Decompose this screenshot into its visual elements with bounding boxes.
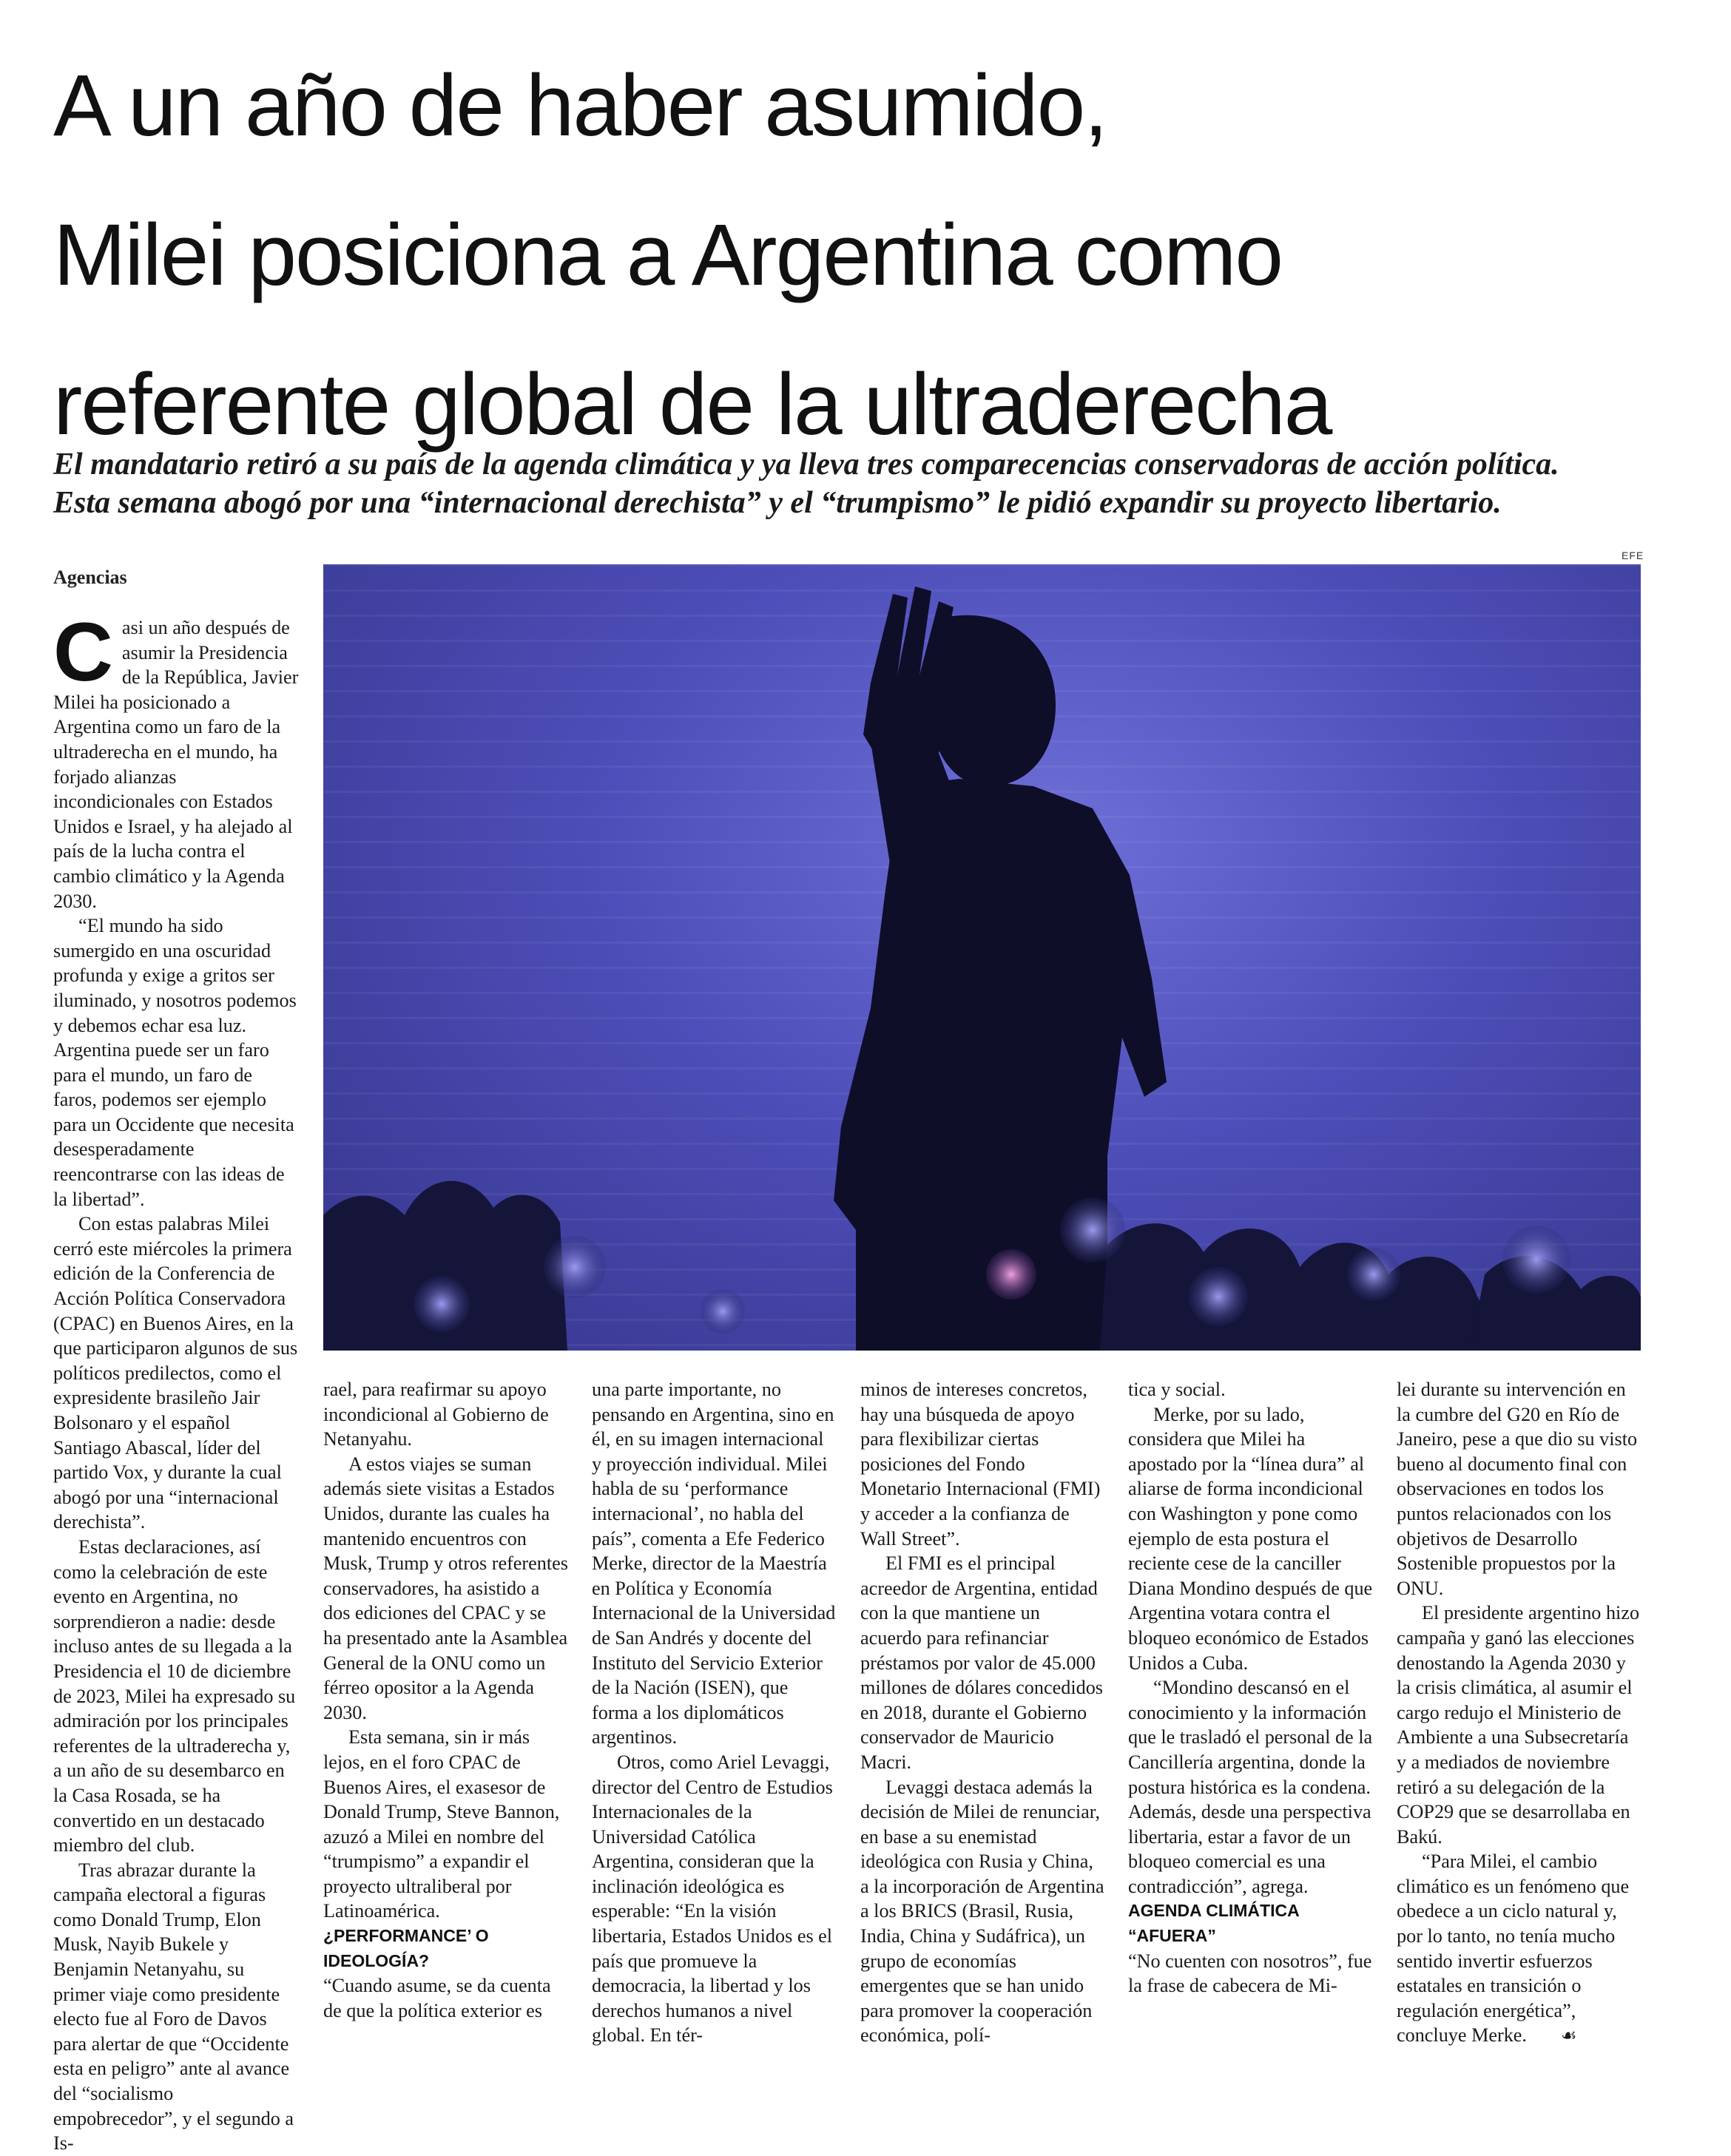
article-column-3 [592, 1377, 837, 2048]
crosshead: ¿PERFORMANCE’ O IDEOLOGÍA? [323, 1926, 489, 1970]
article-paragraph: El presidente argentino hizo campaña y ganó las elecciones denostando la Agenda 2030 y la crisis climática, al asumir el cargo redujo el Ministerio de Ambiente a una Subsecretaría y a mediados de noviembre retiró a su delegación de la COP29 que se desarrollaba en Bakú. [1397, 1602, 1640, 1848]
article-paragraph: “Cuando asume, se da cuenta de que la política exterior es [323, 1975, 551, 2021]
headline-line: A un año de haber asumido, [53, 57, 1107, 155]
article-paragraph: A estos viajes se suman además siete visitas a Estados Unidos, durante las cuales ha mantenido encuentros con Musk, Trump y otros referentes conservadores, ha asistido a dos ediciones del CPAC y se ha presentado ante la Asamblea General de la ONU como un férreo opositor a la Agenda 2030. [323, 1453, 568, 1723]
standfirst-line: Esta semana abogó por una “internacional derechista” y el “trumpismo” le pidió expandir su proyecto libertario. [53, 486, 1502, 520]
article-paragraph: Con estas palabras Milei cerró este miércoles la primera edición de la Conferencia de Acción Política Conservadora (CPAC) en Buenos Aires, en la que participaron algunos de sus políticos predilectos, como el expresidente brasileño Jair Bolsonaro y el español Santiago Abascal, líder del partido Vox, y durante la cual abogó por una “internacional derechista”. [53, 1213, 298, 1533]
article-paragraph: El FMI es el principal acreedor de Argentina, entidad con la que mantiene un acuerdo para refinanciar préstamos por valor de 45.000 millones de dólares concedidos en 2018, durante el Gobierno conservador de Mauricio Macri. [860, 1552, 1103, 1773]
article-paragraph: tica y social. [1128, 1379, 1226, 1400]
article-paragraph: lei durante su intervención en la cumbre del G20 en Río de Janeiro, pese a que dio su visto bueno al documento final con observaciones en todos los puntos relacionados con los objetivos de Desarrollo Sostenible propuestos por la ONU. [1397, 1379, 1638, 1599]
article-paragraph: asi un año después de asumir la Presidencia de la República, Javier Milei ha posicionado a Argentina como un faro de la ultraderecha en el mundo, ha forjado alianzas incondicionales con Estados Unidos e Israel, y ha alejado al país de la lucha contra el cambio climático y la Agenda 2030. [53, 617, 299, 912]
end-of-article-icon: ☙ [1560, 2025, 1577, 2047]
article-column-4 [860, 1377, 1106, 2048]
article-paragraph: Estas declaraciones, así como la celebración de este evento en Argentina, no sorprendieron a nadie: desde incluso antes de su llegada a la Presidencia el 10 de diciembre de 2023, Milei ha expresado su admiración por los principales referentes de la ultraderecha y, a un año de su desembarco en la Casa Rosada, se ha convertido en un destacado miembro del club. [53, 1535, 296, 1856]
article-paragraph: Esta semana, sin ir más lejos, en el foro CPAC de Buenos Aires, el exasesor de Donald Trump, Steve Bannon, azuzó a Milei en nombre del “trumpismo” a expandir el proyecto ultraliberal por Latinoamérica. [323, 1726, 560, 1922]
headline-line: Milei posiciona a Argentina como [53, 206, 1283, 304]
crosshead: AGENDA CLIMÁTICA “AFUERA” [1128, 1901, 1299, 1946]
article-paragraph: Levaggi destaca además la decisión de Milei de renunciar, en base a su enemistad ideológica con Rusia y China, a la incorporación de Argentina a los BRICS (Brasil, Rusia, India, China y Sudáfrica), un grupo de economías emergentes que se han unido para promover la cooperación económica, polí- [860, 1776, 1104, 2047]
headline-line: referente global de la ultraderecha [53, 356, 1332, 453]
article-column-2 [323, 1377, 569, 2023]
drop-cap: C [53, 606, 113, 698]
article-column-1 [53, 606, 299, 2156]
byline: Agencias [53, 567, 127, 588]
article-paragraph: “El mundo ha sido sumergido en una oscuridad profunda y exige a gritos ser iluminado, y nosotros podemos y debemos echar esa luz. Argentina puede ser un faro para el mundo, un faro de faros, podemos ser ejemplo para un Occidente que necesita desesperadamente reencontrarse con las ideas de la libertad”. [53, 915, 297, 1210]
article-paragraph: “Mondino descansó en el conocimiento y la información que le trasladó el personal de la Cancillería argentina, donde la postura histórica es la condena. Además, desde una perspectiva libertaria, estar a favor de un bloqueo comercial es una contradicción”, agrega. [1128, 1677, 1373, 1897]
article-paragraph: “No cuenten con nosotros”, fue la frase de cabecera de Mi- [1128, 1950, 1372, 1997]
standfirst-line: El mandatario retiró a su país de la agenda climática y ya lleva tres comparecencias conservadoras de acción política. [53, 447, 1559, 481]
article-paragraph: minos de intereses concretos, hay una búsqueda de apoyo para flexibilizar ciertas posiciones del Fondo Monetario Internacional (FMI) y acceder a la confianza de Wall Street”. [860, 1379, 1101, 1550]
headline [53, 31, 1681, 479]
standfirst [53, 445, 1681, 522]
article-paragraph: una parte importante, no pensando en Argentina, sino en él, en su imagen internacional y proyección individual. Milei habla de su ‘performance internacional’, no habla del país”, comenta a Efe Federico Merke, director de la Maestría en Política y Economía Internacional de la Universidad de San Andrés y docente del Instituto del Servicio Exterior de la Nación (ISEN), que forma a los diplomáticos argentinos. [592, 1379, 836, 1748]
article-paragraph: Merke, por su lado, considera que Milei ha apostado por la “línea dura” al aliarse de forma incondicional con Washington y pone como ejemplo de esta postura el reciente cese de la canciller Diana Mondino después de que Argentina votara contra el bloqueo económico de Estados Unidos a Cuba. [1128, 1403, 1373, 1674]
article-column-5 [1128, 1377, 1374, 1998]
article-paragraph: “Para Milei, el cambio climático es un fenómeno que obedece a un ciclo natural y, por lo tanto, no tenía mucho sentido invertir esfuerzos estatales en transición o regulación energética”, concluye Merke. [1397, 1851, 1630, 2047]
article-column-6 [1397, 1377, 1642, 2049]
silhouette-figure [323, 564, 1641, 1351]
article-paragraph: Tras abrazar durante la campaña electoral a figuras como Donald Trump, Elon Musk, Nayib Bukele y Benjamin Netanyahu, su primer viaje como presidente electo fue al Foro de Davos para alertar de que “Occidente esta en peligro” ante al avance del “socialismo empobrecedor”, y el segundo a Is- [53, 1859, 294, 2155]
article-paragraph: Otros, como Ariel Levaggi, director del Centro de Estudios Internacionales de la Universidad Católica Argentina, consideran que la inclinación ideológica es esperable: “En la visión libertaria, Estados Unidos es el país que promueve la democracia, la libertad y los derechos humanos a nivel global. En tér- [592, 1751, 833, 2047]
article-paragraph: rael, para reafirmar su apoyo incondicional al Gobierno de Netanyahu. [323, 1379, 549, 1450]
photo-credit: EFE [1622, 550, 1644, 561]
lead-photo [323, 564, 1641, 1351]
